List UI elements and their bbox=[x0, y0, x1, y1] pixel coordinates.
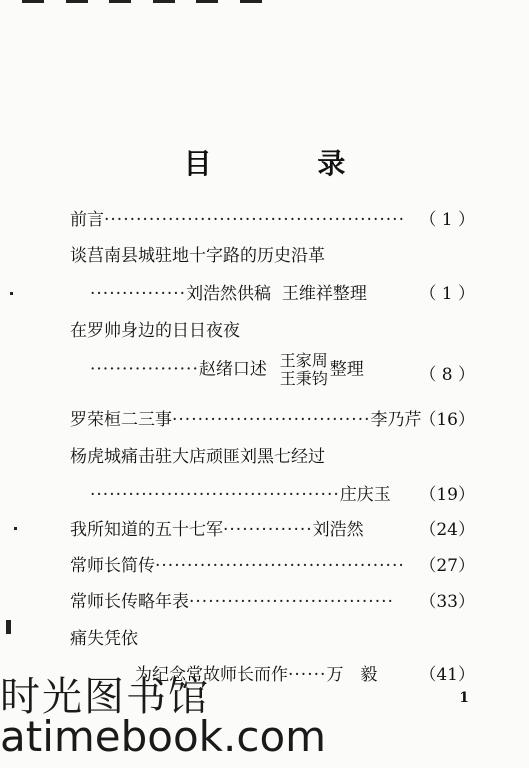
page-number: 1 bbox=[459, 690, 469, 706]
entry-page: （ 1 ） bbox=[419, 210, 475, 230]
margin-mark bbox=[10, 292, 13, 295]
entry-title: 杨虎城痛击驻大店顽匪刘黑七经过 bbox=[70, 447, 325, 467]
entry-author: 庄庆玉 bbox=[339, 485, 391, 505]
entry-page: （16） bbox=[419, 410, 475, 430]
entry-editor-suffix: 整理 bbox=[329, 359, 364, 380]
margin-mark bbox=[6, 620, 11, 634]
entry-title: 前言 bbox=[70, 210, 104, 230]
toc-entry-credit bbox=[90, 279, 367, 304]
dot-leader: ······························· bbox=[172, 410, 371, 430]
watermark-text: 时光图书馆 bbox=[0, 674, 210, 720]
entry-editor-bottom: 王秉钧 bbox=[279, 369, 328, 388]
dot-leader: ··············· bbox=[90, 284, 187, 304]
toc-entry bbox=[70, 205, 405, 230]
dot-leader: ······ bbox=[288, 665, 327, 685]
margin-mark bbox=[14, 527, 17, 530]
dot-leader: ·············· bbox=[223, 520, 313, 540]
dot-leader: ················· bbox=[90, 359, 199, 380]
dot-leader: ······································· bbox=[155, 556, 405, 576]
toc-entry-credit bbox=[90, 480, 391, 505]
toc-entry bbox=[70, 624, 138, 649]
entry-title: 常师长简传 bbox=[70, 556, 155, 576]
toc-entry-credit bbox=[90, 352, 364, 388]
entry-editor-top: 王家周 bbox=[279, 351, 328, 370]
page-title: 目 录 bbox=[183, 147, 394, 180]
watermark-url: atimebook.com bbox=[0, 712, 327, 761]
entry-page: （19） bbox=[419, 485, 475, 505]
entry-page: （ 8 ） bbox=[419, 365, 475, 385]
entry-page: （27） bbox=[419, 556, 475, 576]
entry-page: （24） bbox=[419, 520, 475, 540]
entry-editor: 王维祥整理 bbox=[281, 284, 367, 304]
entry-title: 罗荣桓二三事 bbox=[70, 410, 172, 430]
top-border-dashes bbox=[22, 0, 262, 8]
entry-page: （ 1 ） bbox=[419, 284, 475, 304]
toc-entry bbox=[70, 515, 364, 540]
editor-stack bbox=[280, 352, 328, 388]
entry-title: 我所知道的五十七军 bbox=[70, 520, 223, 540]
entry-author: 李乃芹 bbox=[370, 410, 422, 430]
dot-leader: ································ bbox=[189, 592, 394, 612]
toc-entry bbox=[70, 551, 405, 576]
entry-title: 常师长传略年表 bbox=[70, 592, 189, 612]
toc-entry bbox=[70, 405, 422, 430]
toc-entry bbox=[70, 241, 325, 266]
entry-author: 赵绪口述 bbox=[198, 359, 267, 380]
entry-title: 在罗帅身边的日日夜夜 bbox=[70, 321, 240, 341]
entry-title: 谈莒南县城驻地十字路的历史沿革 bbox=[70, 246, 325, 266]
entry-subtitle: 为纪念常故师长而作 bbox=[135, 665, 288, 685]
toc-entry bbox=[70, 316, 240, 341]
entry-page: （33） bbox=[419, 592, 475, 612]
entry-author: 万 毅 bbox=[326, 665, 378, 685]
entry-title: 痛失凭依 bbox=[70, 629, 138, 649]
entry-author: 刘浩然 bbox=[312, 520, 364, 540]
toc-entry bbox=[70, 442, 325, 467]
entry-author: 刘浩然供稿 bbox=[186, 284, 272, 304]
dot-leader: ··············································· bbox=[104, 210, 405, 230]
toc-entry bbox=[70, 587, 394, 612]
entry-page: （41） bbox=[419, 665, 475, 685]
dot-leader: ······································· bbox=[90, 485, 340, 505]
